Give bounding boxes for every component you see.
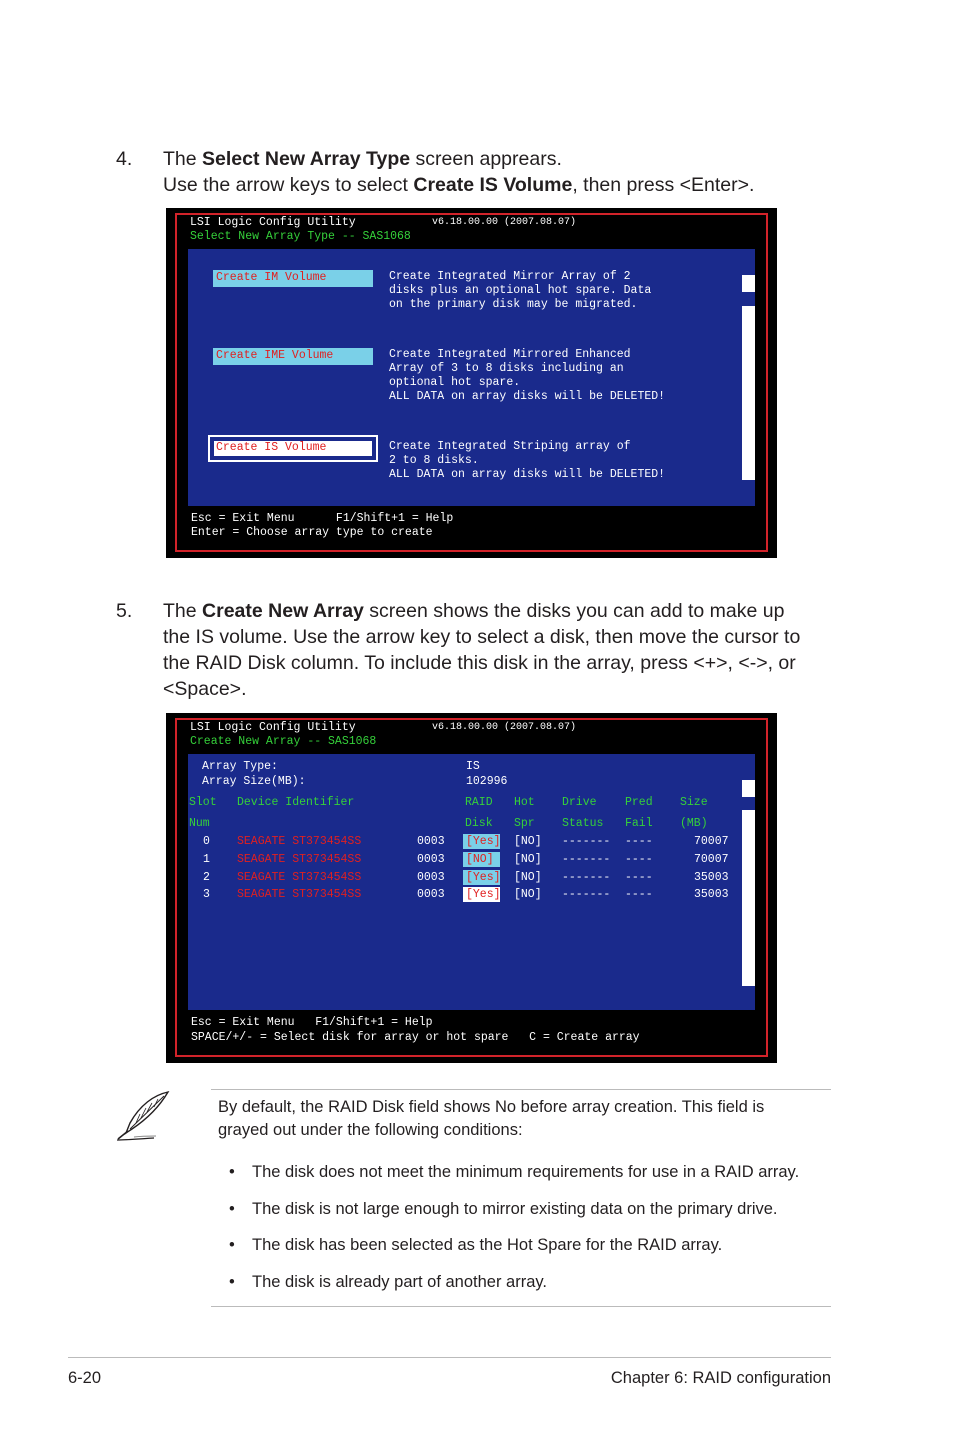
option-create-im-volume[interactable]: Create IM Volume [213,270,373,287]
screen-subtitle: Select New Array Type -- SAS1068 [190,230,411,243]
raid-disk-toggle[interactable]: [Yes] [466,888,501,901]
option-create-ime-volume[interactable]: Create IME Volume [213,348,373,365]
option-desc: Create Integrated Mirror Array of 2 disks plus an optional hot spare. Data on the primary disk may be migrated. [389,270,652,311]
chapter-title: Chapter 6: RAID configuration [610,1369,831,1387]
footer-rule [68,1357,831,1358]
raid-disk-toggle[interactable]: [Yes] [466,871,501,884]
array-panel: Array Type: IS Array Size(MB): 102996 Slot Device Identifier RAID Hot Drive Pred Size Num Disk Spr Status Fail (MB) 0 SEAGATE ST373454SS 0003 [Yes] [NO] ------- ---- 70007 1 SEAGATE ST373454SS 0003 [NO] [NO] ------- ---- 70007 2 SEAGATE ST373454SS 0003 [Yes] [NO] ------- ---- 35003 3 SEAGATE ST373454SS 0003 [Yes] [NO] ------- ---- 35003 [188,754,755,1010]
step-5-line-2: the IS volume. Use the arrow key to select a disk, then move the cursor to [163,626,801,648]
step-number: 5. [116,600,133,622]
utility-title: LSI Logic Config Utility [190,216,356,229]
array-size-value: 102996 [466,775,508,788]
array-type-label: Array Type: [202,760,278,773]
option-desc: Create Integrated Mirrored Enhanced Array of 3 to 8 disks including an optional hot spare. ALL DATA on array disks will be DELETED! [389,348,666,403]
step-5-line-4: <Space>. [163,678,247,700]
screen-footer-1: Esc = Exit Menu F1/Shift+1 = Help [191,1016,433,1029]
scrollbar-thumb[interactable] [742,780,755,797]
utility-version: v6.18.00.00 (2007.08.07) [432,217,577,228]
scrollbar-track[interactable] [742,306,755,480]
utility-title: LSI Logic Config Utility [190,721,356,734]
utility-version: v6.18.00.00 (2007.08.07) [432,722,577,733]
page-number: 6-20 [68,1369,102,1387]
array-size-label: Array Size(MB): [202,775,306,788]
screen-footer-2: SPACE/+/- = Select disk for array or hot spare C = Create array [191,1031,640,1044]
screen-footer-1: Esc = Exit Menu F1/Shift+1 = Help [191,512,454,525]
step-5-line-1: The Create New Array screen shows the disks you can add to make up [163,600,785,622]
note-bottom-rule [211,1306,831,1307]
screen-subtitle: Create New Array -- SAS1068 [190,735,377,748]
step-4-line-1: The Select New Array Type screen apprears. [163,148,562,170]
note-intro: By default, the RAID Disk field shows No before array creation. This field is grayed out under the following conditions: [218,1098,765,1139]
option-desc: Create Integrated Striping array of 2 to 8 disks. ALL DATA on array disks will be DELETED! [389,440,666,481]
step-5-line-3: the RAID Disk column. To include this disk in the array, press <+>, <->, or [163,652,796,674]
step-4-line-2: Use the arrow keys to select Create IS Volume, then press <Enter>. [163,174,755,196]
options-panel [188,249,755,506]
option-create-is-volume[interactable]: Create IS Volume [213,440,373,457]
raid-disk-toggle[interactable]: [Yes] [466,835,501,848]
note-top-rule [211,1089,831,1090]
step-number: 4. [116,148,133,170]
array-type-value: IS [466,760,480,773]
select-array-type-screen [166,208,777,558]
create-new-array-screen [166,713,777,1063]
raid-disk-toggle[interactable]: [NO] [466,853,494,866]
screen-footer-2: Enter = Choose array type to create [191,526,433,539]
scrollbar-thumb[interactable] [742,275,755,292]
feather-pen-icon [114,1089,172,1145]
scrollbar-track[interactable] [742,810,755,986]
